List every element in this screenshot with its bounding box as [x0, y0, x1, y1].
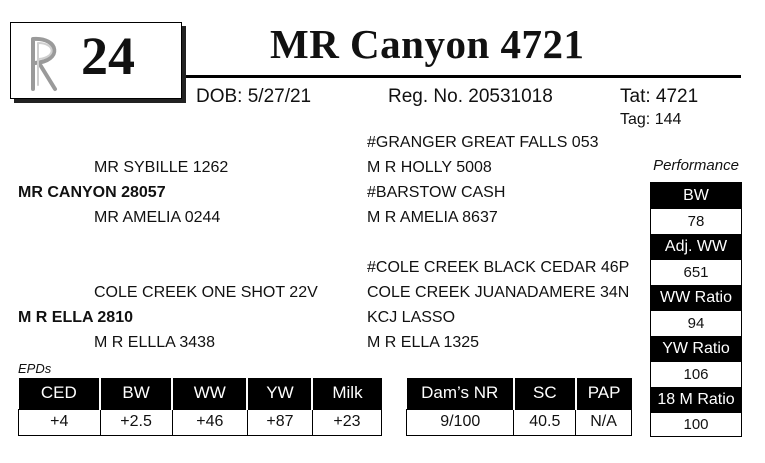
lot-number: 24 — [81, 26, 135, 86]
performance-value: 106 — [683, 366, 709, 383]
epds-title: EPDs — [18, 361, 52, 376]
performance-title: Performance — [653, 157, 739, 174]
epd-header-ced: CED — [19, 378, 101, 409]
performance-label: YW Ratio — [651, 336, 741, 362]
pedigree-sire-sire: MR SYBILLE 1262 — [94, 159, 229, 176]
dam-stats-header-row — [407, 378, 632, 409]
pedigree-sire-sire-sire: #GRANGER GREAT FALLS 053 — [367, 134, 599, 151]
epd-table — [18, 378, 382, 436]
epd-value-milk: +23 — [312, 409, 381, 435]
pedigree-dam-dam-dam: M R ELLA 1325 — [367, 334, 480, 351]
tag-number: Tag: 144 — [620, 111, 682, 128]
pedigree-dam-sire-dam: COLE CREEK JUANADAMERE 34N — [367, 284, 630, 301]
pedigree-dam: M R ELLA 2810 — [18, 309, 133, 326]
performance-label: 18 M Ratio — [651, 387, 741, 413]
registration-number: Reg. No. 20531018 — [388, 86, 553, 107]
performance-value: 94 — [687, 315, 705, 332]
performance-panel — [650, 182, 742, 437]
animal-name: MR Canyon 4721 — [270, 21, 585, 67]
dam-stats-table — [406, 378, 632, 436]
epd-value-bw: +2.5 — [100, 409, 172, 435]
epd-value-row — [19, 409, 382, 435]
pap-header: PAP — [576, 378, 632, 409]
epd-value-ced: +4 — [19, 409, 101, 435]
pedigree-sire-dam-dam: M R AMELIA 8637 — [367, 209, 498, 226]
pedigree-dam-sire-sire: #COLE CREEK BLACK CEDAR 46P — [367, 259, 630, 276]
pedigree-sire-dam-sire: #BARSTOW CASH — [367, 184, 506, 201]
pedigree-sire-sire-dam: M R HOLLY 5008 — [367, 159, 492, 176]
epd-value-ww: +46 — [172, 409, 247, 435]
epd-header-milk: Milk — [312, 378, 381, 409]
epd-value-yw: +87 — [247, 409, 312, 435]
epd-header-yw: YW — [247, 378, 312, 409]
performance-label: WW Ratio — [651, 285, 741, 311]
pedigree-dam-dam-sire: KCJ LASSO — [367, 309, 456, 326]
dam-nr-value: 9/100 — [407, 409, 514, 435]
performance-label: BW — [651, 183, 741, 209]
dam-nr-header: Dam’s NR — [407, 378, 514, 409]
performance-value: 651 — [683, 264, 709, 281]
performance-value: 78 — [687, 213, 705, 230]
sc-header: SC — [514, 378, 576, 409]
epd-header-ww: WW — [172, 378, 247, 409]
pedigree-dam-sire: COLE CREEK ONE SHOT 22V — [94, 284, 318, 301]
pedigree-sire: MR CANYON 28057 — [18, 184, 166, 201]
lot-box — [10, 22, 182, 99]
tattoo: Tat: 4721 — [620, 86, 699, 107]
pedigree-sire-dam: MR AMELIA 0244 — [94, 209, 221, 226]
header-rule — [186, 75, 741, 78]
performance-label: Adj. WW — [651, 234, 741, 260]
dob: DOB: 5/27/21 — [196, 86, 312, 107]
dam-stats-value-row — [407, 409, 632, 435]
pap-value: N/A — [576, 409, 632, 435]
performance-value: 100 — [683, 416, 709, 433]
epd-header-row — [19, 378, 382, 409]
ranch-brand-logo — [25, 33, 71, 93]
epd-header-bw: BW — [100, 378, 172, 409]
sc-value: 40.5 — [514, 409, 576, 435]
pedigree-dam-dam: M R ELLLA 3438 — [94, 334, 215, 351]
